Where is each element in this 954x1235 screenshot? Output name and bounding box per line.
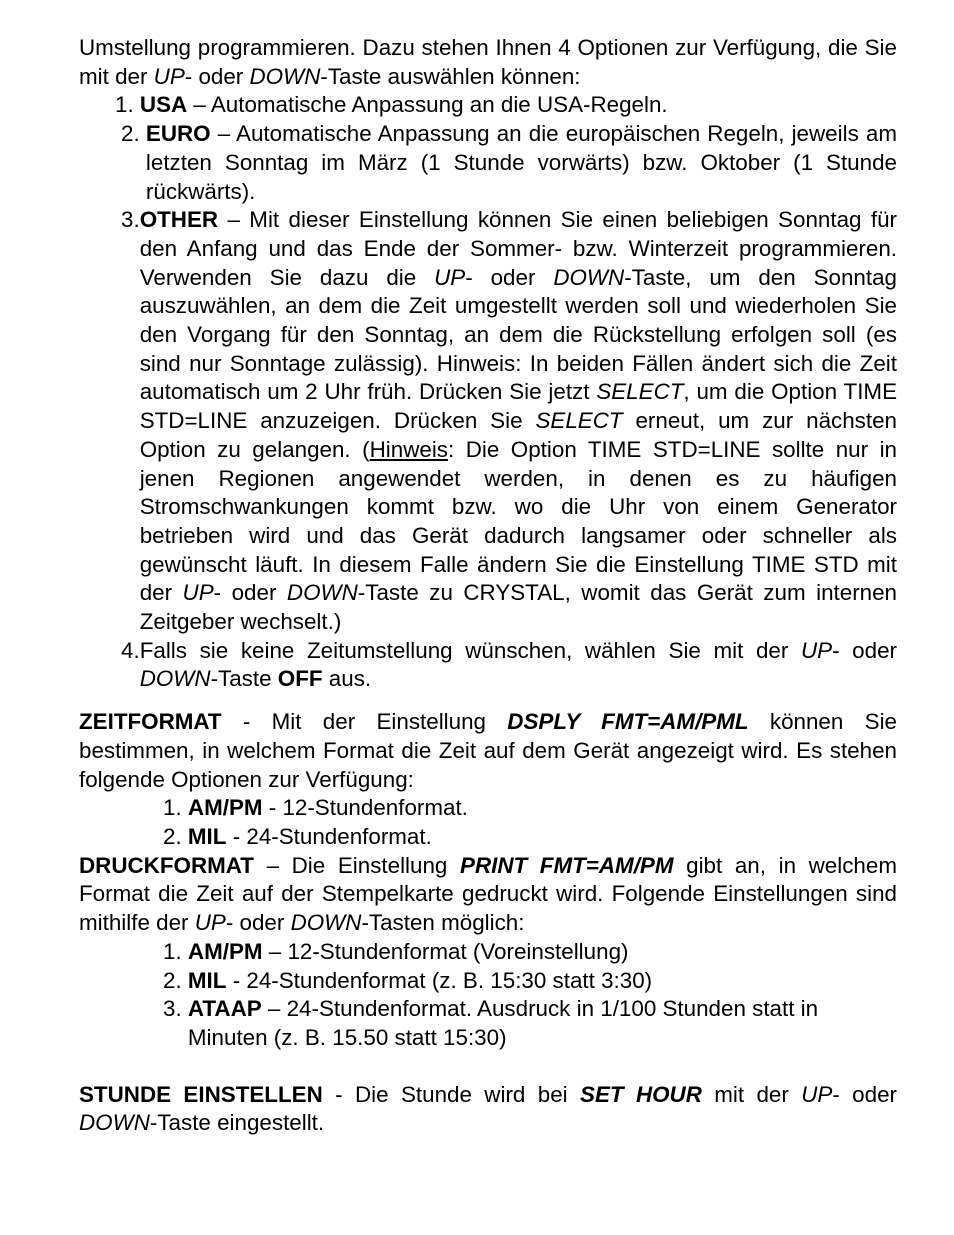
intro-paragraph bbox=[79, 34, 897, 91]
dst-option-other bbox=[79, 206, 897, 637]
text: können Sie bestimmen, in welchem Format die Zeit auf dem Gerät angezeigt wird. Es stehen folgende Optionen zur Verfügung: bbox=[79, 709, 897, 792]
text: - oder bbox=[213, 580, 287, 606]
option-text: - 24-Stundenformat. bbox=[226, 823, 432, 849]
text: - Die Stunde wird bei bbox=[322, 1081, 581, 1107]
section-heading: DRUCKFORMAT bbox=[79, 852, 254, 878]
option-text: – Automatische Anpassung an die USA-Regeln. bbox=[187, 92, 668, 118]
text: - oder bbox=[832, 637, 897, 663]
text: Falls sie keine Zeitumstellung wünschen, wählen Sie mit der bbox=[139, 637, 801, 663]
list-number: 4. bbox=[121, 637, 140, 663]
stunde-paragraph bbox=[79, 1081, 897, 1138]
text: - oder bbox=[184, 63, 250, 89]
option-key: OFF bbox=[277, 666, 323, 692]
zeitformat-option-ampm bbox=[79, 794, 897, 823]
dst-option-usa bbox=[79, 91, 897, 120]
list-number: 1. bbox=[163, 795, 188, 821]
option-key: AM/PM bbox=[187, 795, 263, 821]
text: - oder bbox=[832, 1081, 897, 1107]
down-key-label: DOWN bbox=[553, 264, 625, 290]
druckformat-paragraph bbox=[79, 852, 897, 938]
text: : Die Option TIME STD=LINE sollte nur in jenen Regionen angewendet werden, in denen es zu häufigen Stromschwankungen kommt bzw. wo die Uhr von einem Generator betrieben wird und das Gerät dadurch langsamer oder schneller als gewünscht läuft. In diesem Falle ändern Sie die Einstellung TIME STD mit der bbox=[139, 436, 897, 606]
up-key-label: UP bbox=[194, 910, 226, 936]
text: -Tasten möglich: bbox=[361, 910, 525, 936]
text: -Taste eingestellt. bbox=[149, 1110, 325, 1136]
spacer bbox=[79, 694, 897, 708]
up-key-label: UP bbox=[800, 637, 833, 663]
list-number: 2. bbox=[163, 823, 188, 849]
up-key-label: UP bbox=[801, 1081, 833, 1107]
text: -Taste auswählen können: bbox=[320, 63, 581, 89]
down-key-label: DOWN bbox=[286, 580, 358, 606]
list-number: 1. bbox=[115, 92, 140, 118]
down-key-label: DOWN bbox=[79, 1110, 150, 1136]
text: erneut, um zur nächsten Option zu gelangen. ( bbox=[139, 408, 897, 462]
option-text: - 12-Stundenformat. bbox=[262, 795, 468, 821]
text: Umstellung programmieren. Dazu stehen Ihnen 4 Optionen zur Verfügung, die Sie mit der bbox=[79, 35, 897, 89]
option-key: AM/PM bbox=[187, 938, 263, 964]
down-key-label: DOWN bbox=[290, 910, 362, 936]
text: – Die Einstellung bbox=[253, 852, 461, 878]
text: - Mit der Einstellung bbox=[221, 709, 508, 735]
text: , um die Option TIME STD=LINE anzuzeigen. Drücken Sie bbox=[139, 379, 898, 434]
option-text: – Automatische Anpassung an die europäischen Regeln, jeweils am letzten Sonntag im März (1 Stunde vorwärts) bzw. Oktober (1 Stunde rückwärts). bbox=[145, 121, 897, 204]
option-key: MIL bbox=[187, 967, 227, 993]
text: mit der bbox=[701, 1081, 802, 1107]
down-key-label: DOWN bbox=[249, 63, 321, 89]
druckformat-option-mil bbox=[79, 967, 897, 996]
text: gibt an, in welchem Format die Zeit auf der Stempelkarte gedruckt wird. Folgende Einstellungen sind mithilfe der bbox=[79, 852, 897, 936]
option-key: USA bbox=[139, 92, 188, 118]
select-key-label: SELECT bbox=[535, 408, 623, 434]
text: -Taste zu CRYSTAL, womit das Gerät zum internen Zeitgeber wechselt.) bbox=[139, 580, 898, 635]
druckformat-option-ampm bbox=[79, 938, 897, 967]
setting-label: SET HOUR bbox=[580, 1081, 702, 1107]
list-number: 3. bbox=[121, 207, 140, 233]
text: - oder bbox=[465, 264, 554, 290]
text: -Taste, um den Sonntag auszuwählen, an dem die Zeit umgestellt werden soll und wiederholen Sie den Vorgang für den Sonntag, an dem die Rückstellung erfolgen soll (es sind nur Sonntage zulässig). Hinweis: In beiden Fällen ändert sich die Zeit automatisch um 2 Uhr früh. Drücken Sie jetzt bbox=[139, 264, 897, 405]
setting-label: PRINT FMT=AM/PM bbox=[460, 852, 674, 878]
dst-option-euro bbox=[79, 120, 897, 206]
list-number: 2. bbox=[121, 121, 146, 147]
druckformat-option-ataap bbox=[79, 995, 897, 1052]
option-key: EURO bbox=[145, 121, 211, 147]
section-heading: ZEITFORMAT bbox=[79, 709, 222, 735]
text: - oder bbox=[225, 910, 291, 936]
list-number: 1. bbox=[163, 938, 188, 964]
spacer bbox=[79, 1053, 897, 1081]
list-number: 2. bbox=[163, 967, 188, 993]
text: aus. bbox=[322, 666, 372, 692]
up-key-label: UP bbox=[434, 264, 466, 290]
list-number: 3. bbox=[163, 996, 188, 1022]
option-key: OTHER bbox=[139, 207, 219, 233]
select-key-label: SELECT bbox=[596, 379, 684, 405]
option-text: – 12-Stundenformat (Voreinstellung) bbox=[262, 938, 629, 964]
down-key-label: DOWN bbox=[139, 666, 211, 692]
note-label: Hinweis bbox=[369, 436, 448, 462]
setting-label: DSPLY FMT=AM/PML bbox=[507, 709, 749, 735]
option-text: - 24-Stundenformat (z. B. 15:30 statt 3:30) bbox=[226, 967, 653, 993]
up-key-label: UP bbox=[153, 63, 185, 89]
option-key: MIL bbox=[187, 823, 227, 849]
up-key-label: UP bbox=[182, 580, 214, 606]
option-text: – 24-Stundenformat. Ausdruck in 1/100 Stunden statt in Minuten (z. B. 15.50 statt 15:30) bbox=[187, 996, 819, 1050]
text: -Taste bbox=[210, 666, 278, 692]
text: – Mit dieser Einstellung können Sie einen beliebigen Sonntag für den Anfang und das Ende der Sommer- bzw. Winterzeit programmieren. Verwenden Sie dazu die bbox=[139, 207, 897, 290]
option-key: ATAAP bbox=[187, 996, 262, 1022]
document-page bbox=[79, 34, 897, 1138]
zeitformat-paragraph bbox=[79, 708, 897, 794]
zeitformat-option-mil bbox=[79, 823, 897, 852]
dst-option-off bbox=[79, 637, 897, 694]
section-heading: STUNDE EINSTELLEN bbox=[79, 1081, 323, 1107]
